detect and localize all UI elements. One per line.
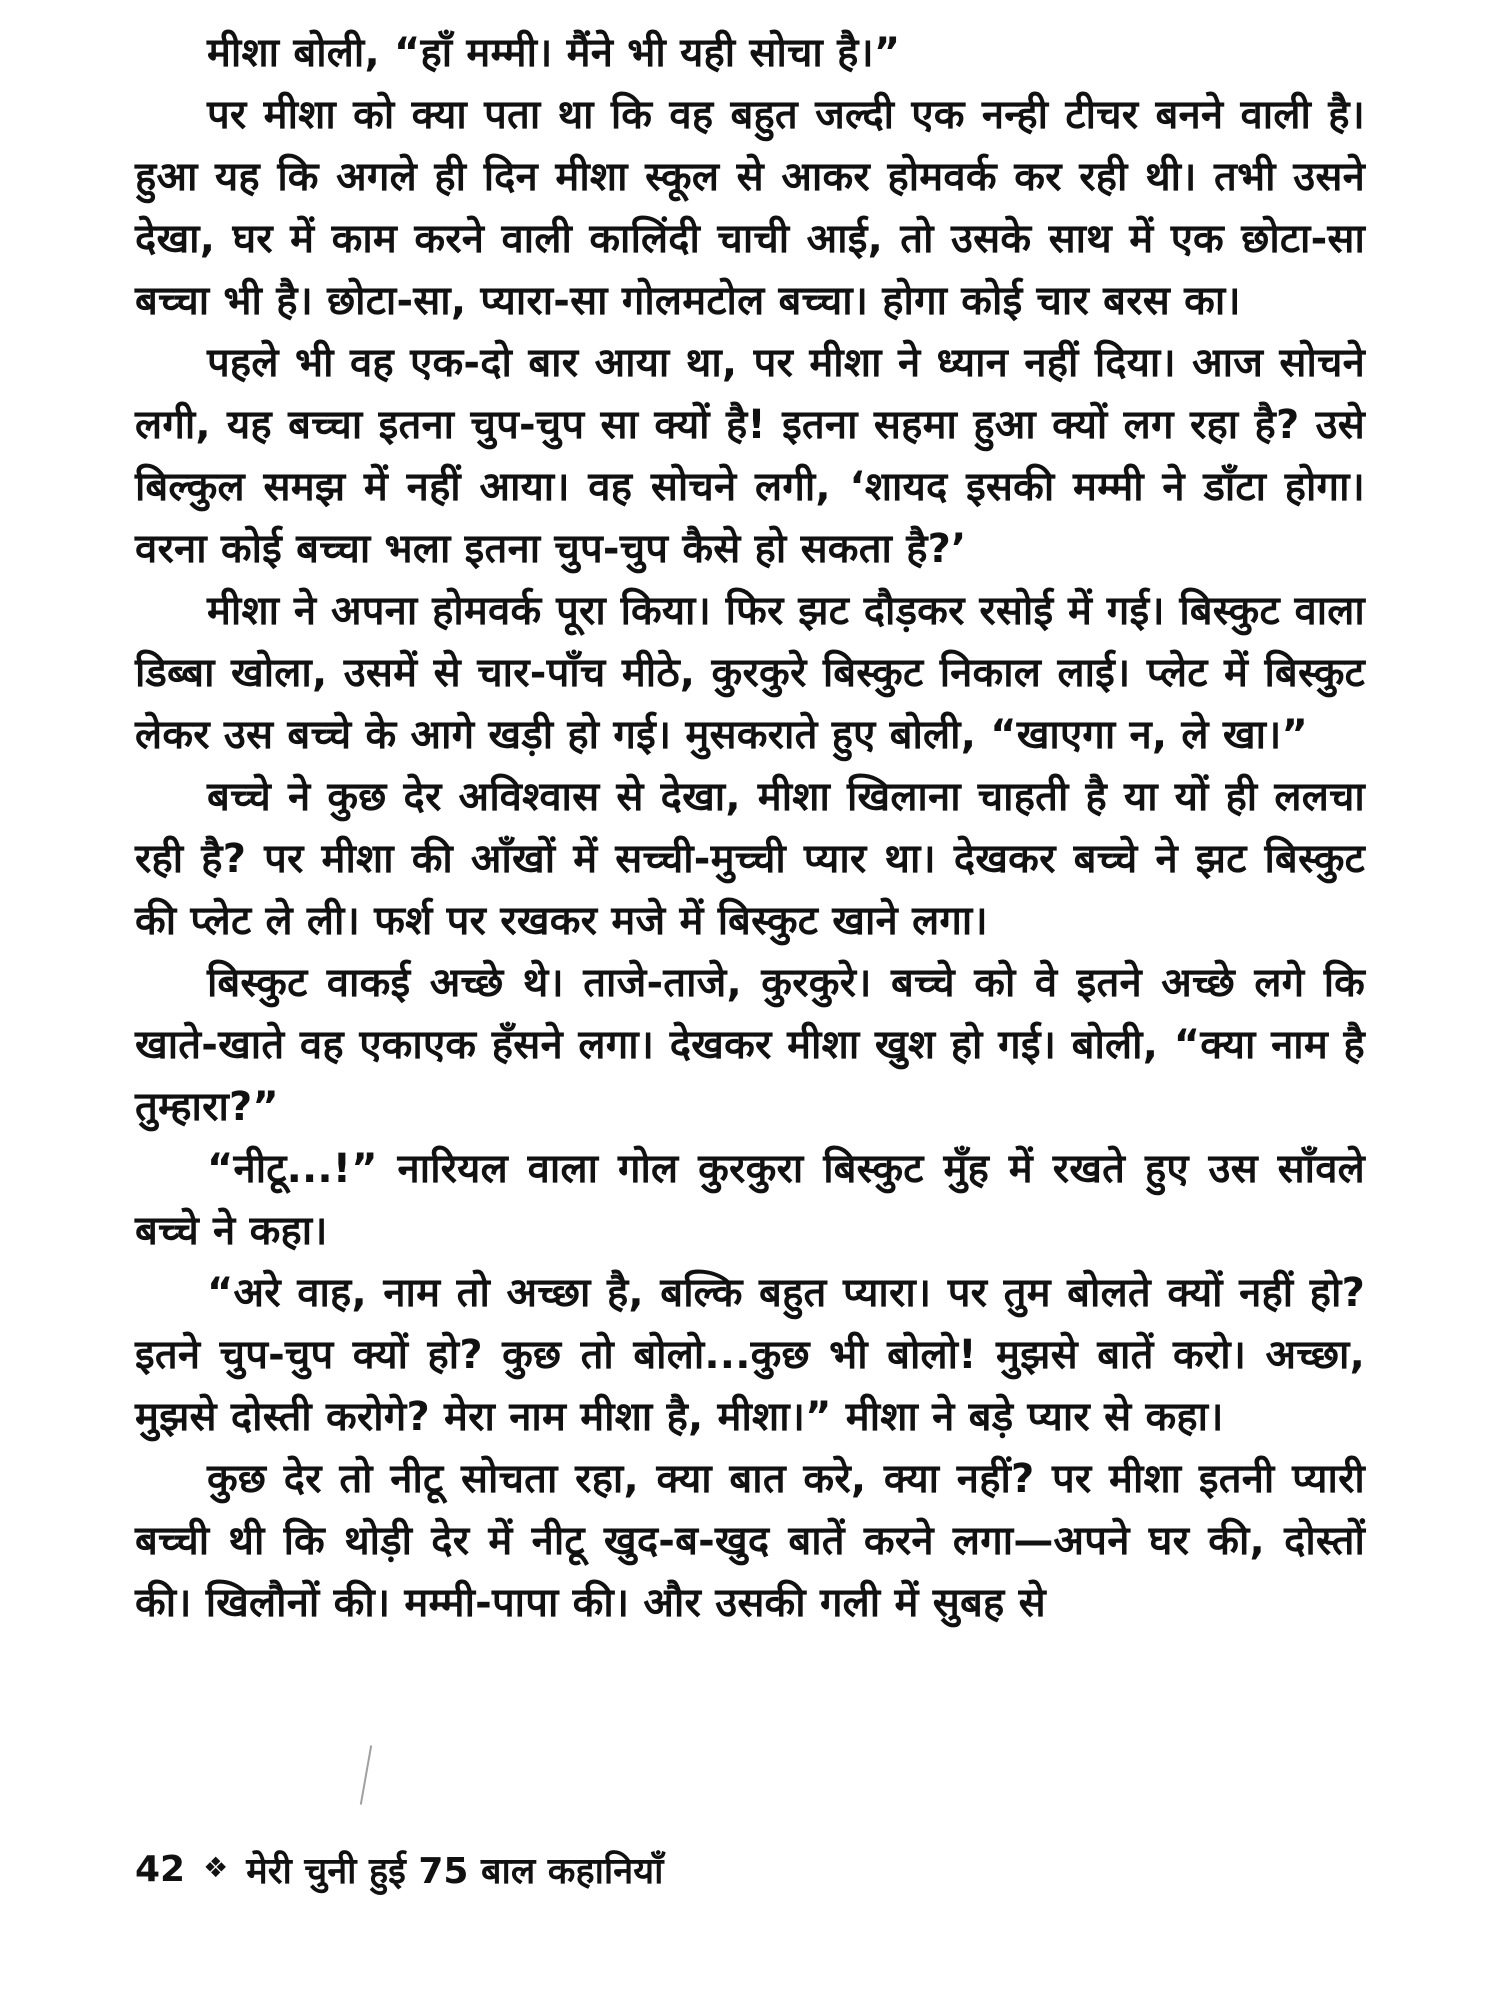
page-footer bbox=[135, 1845, 663, 1894]
paragraph-5: बच्चे ने कुछ देर अविश्वास से देखा, मीशा खिलाना चाहती है या यों ही ललचा रही है? पर मीशा की आँखों में सच्ची-मुच्ची प्यार था। देखकर बच्चे ने झट बिस्कुट की प्लेट ले ली। फर्श पर रखकर मजे में बिस्कुट खाने लगा। bbox=[135, 774, 1365, 944]
paragraph-6: बिस्कुट वाकई अच्छे थे। ताजे-ताजे, कुरकुरे। बच्चे को वे इतने अच्छे लगे कि खाते-खाते वह एकाएक हँसने लगा। देखकर मीशा खुश हो गई। बोली, “क्या नाम है तुम्हारा?” bbox=[135, 960, 1365, 1130]
stray-pen-mark bbox=[360, 1745, 372, 1804]
paragraph-9: कुछ देर तो नीटू सोचता रहा, क्या बात करे, क्या नहीं? पर मीशा इतनी प्यारी बच्ची थी कि थोड़ी देर में नीटू खुद-ब-खुद बातें करने लगा—अपने घर की, दोस्तों की। खिलौनों की। मम्मी-पापा की। और उसकी गली में सुबह से bbox=[135, 1456, 1365, 1626]
page-number: 42 bbox=[135, 1849, 186, 1890]
book-title: मेरी चुनी हुई 75 बाल कहानियाँ bbox=[246, 1851, 664, 1892]
paragraph-2: पर मीशा को क्या पता था कि वह बहुत जल्दी एक नन्ही टीचर बनने वाली है। हुआ यह कि अगले ही दिन मीशा स्कूल से आकर होमवर्क कर रही थी। तभी उसने देखा, घर में काम करने वाली कालिंदी चाची आई, तो उसके साथ में एक छोटा-सा बच्चा भी है। छोटा-सा, प्यारा-सा गोलमटोल बच्चा। होगा कोई चार बरस का। bbox=[135, 92, 1365, 324]
diamond-separator-icon: ❖ bbox=[203, 1851, 229, 1884]
paragraph-4: मीशा ने अपना होमवर्क पूरा किया। फिर झट दौड़कर रसोई में गई। बिस्कुट वाला डिब्बा खोला, उसमें से चार-पाँच मीठे, कुरकुरे बिस्कुट निकाल लाई। प्लेट में बिस्कुट लेकर उस बच्चे के आगे खड़ी हो गई। मुसकराते हुए बोली, “खाएगा न, ले खा।” bbox=[135, 588, 1365, 758]
page-body bbox=[135, 22, 1365, 1634]
paragraph-3: पहले भी वह एक-दो बार आया था, पर मीशा ने ध्यान नहीं दिया। आज सोचने लगी, यह बच्चा इतना चुप-चुप सा क्यों है! इतना सहमा हुआ क्यों लग रहा है? उसे बिल्कुल समझ में नहीं आया। वह सोचने लगी, ‘शायद इसकी मम्मी ने डाँटा होगा। वरना कोई बच्चा भला इतना चुप-चुप कैसे हो सकता है?’ bbox=[135, 340, 1365, 572]
paragraph-7: “नीटू...!” नारियल वाला गोल कुरकुरा बिस्कुट मुँह में रखते हुए उस साँवले बच्चे ने कहा। bbox=[135, 1146, 1365, 1254]
paragraph-1: मीशा बोली, “हाँ मम्मी। मैंने भी यही सोचा है।” bbox=[207, 30, 901, 76]
paragraph-8: “अरे वाह, नाम तो अच्छा है, बल्कि बहुत प्यारा। पर तुम बोलते क्यों नहीं हो? इतने चुप-चुप क्यों हो? कुछ तो बोलो...कुछ भी बोलो! मुझसे बातें करो। अच्छा, मुझसे दोस्ती करोगे? मेरा नाम मीशा है, मीशा।” मीशा ने बड़े प्यार से कहा। bbox=[135, 1270, 1365, 1440]
